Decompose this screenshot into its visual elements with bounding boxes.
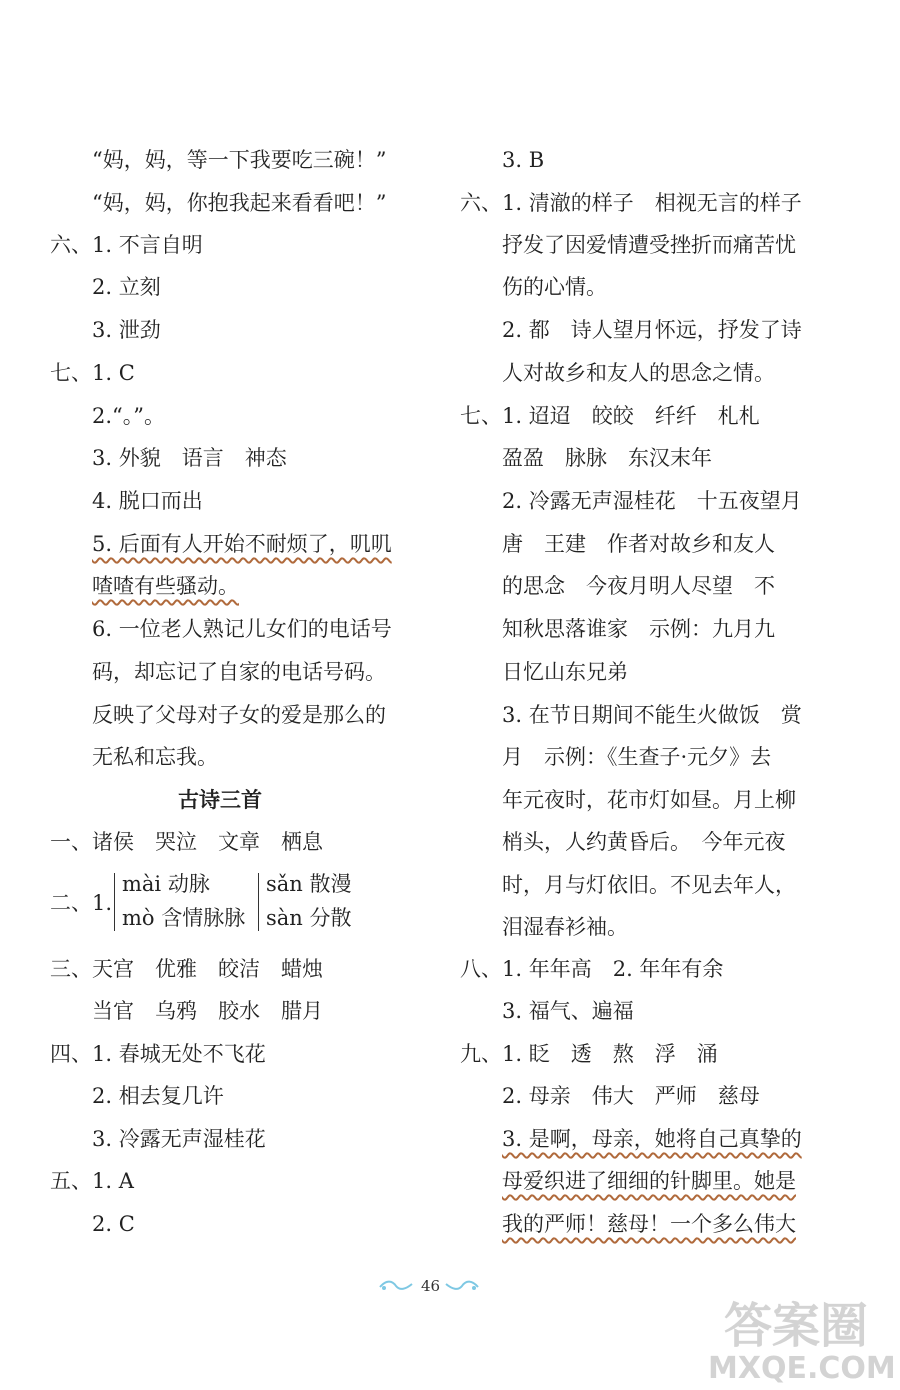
brace-right xyxy=(258,873,265,931)
answer-7-3: 3. 外貌 语言 神态 xyxy=(92,446,287,470)
quote-line-1: “妈，妈，等一下我要吃三碗！” xyxy=(92,148,387,172)
r-answer-7-3-line-2: 月 示例：《生查子·元夕》去 xyxy=(502,745,772,769)
r-answer-7-3-line-6: 泪湿春衫袖。 xyxy=(502,915,628,939)
section-title-poems: 古诗三首 xyxy=(178,788,262,812)
r-answer-7-2-line-1: 2. 冷露无声湿桂花 十五夜望月 xyxy=(502,489,802,513)
poem-answer-1: 一、诸侯 哭泣 文章 栖息 xyxy=(50,830,323,854)
answer-7-4: 4. 脱口而出 xyxy=(92,489,203,513)
poem-answer-4-3: 3. 冷露无声湿桂花 xyxy=(92,1127,266,1151)
r-answer-7-2-line-5: 日忆山东兄弟 xyxy=(502,660,628,684)
answer-7-6-line-2: 码，却忘记了自家的电话号码。 xyxy=(92,660,386,684)
r-answer-7-2-line-3: 的思念 今夜月明人尽望 不 xyxy=(502,574,775,598)
brace-left xyxy=(114,873,121,931)
pinyin-mo: mò 含情脉脉 xyxy=(122,906,246,930)
answer-7-1: 七、1. C xyxy=(50,361,135,385)
r-answer-9-1: 九、1. 眨 透 熬 浮 涌 xyxy=(460,1042,718,1066)
watermark-logo: 答案圈 xyxy=(724,1298,869,1354)
r-answer-9-3-line-3: 我的严师！慈母！一个多么伟大 xyxy=(502,1212,796,1236)
answer-7-6-line-1: 6. 一位老人熟记儿女们的电话号 xyxy=(92,617,392,641)
answer-7-6-line-4: 无私和忘我。 xyxy=(92,745,218,769)
r-answer-8-3: 3. 福气、遍福 xyxy=(502,999,634,1023)
answer-7-6-line-3: 反映了父母对子女的爱是那么的 xyxy=(92,703,386,727)
answer-7-5-line-1: 5. 后面有人开始不耐烦了，叽叽 xyxy=(92,532,392,556)
r-answer-3b: 3. B xyxy=(502,148,545,172)
left-wave-ornament-icon xyxy=(378,1278,414,1292)
r-answer-7-3-line-5: 时，月与灯依旧。不见去年人， xyxy=(502,873,796,897)
r-answer-7-3-line-4: 梢头，人约黄昏后。 今年元夜 xyxy=(502,830,786,854)
answer-6-1: 六、1. 不言自明 xyxy=(50,233,203,257)
r-answer-7-1-line-1: 七、1. 迢迢 皎皎 纤纤 札札 xyxy=(460,404,760,428)
r-answer-9-2: 2. 母亲 伟大 严师 慈母 xyxy=(502,1084,760,1108)
answer-7-2: 2.“。”。 xyxy=(92,404,166,428)
pinyin-mai: mài 动脉 xyxy=(122,872,210,896)
r-answer-6-1-line-1: 六、1. 清澈的样子 相视无言的样子 xyxy=(460,191,802,215)
pinyin-san4: sàn 分散 xyxy=(266,906,352,930)
r-answer-9-3-line-1: 3. 是啊，母亲，她将自己真挚的 xyxy=(502,1127,802,1151)
r-answer-7-2-line-2: 唐 王建 作者对故乡和友人 xyxy=(502,532,775,556)
right-wave-ornament-icon xyxy=(444,1278,480,1292)
r-answer-6-2-line-2: 人对故乡和友人的思念之情。 xyxy=(502,361,775,385)
r-answer-7-3-line-3: 年元夜时，花市灯如昼。月上柳 xyxy=(502,788,796,812)
r-answer-6-1-line-2: 抒发了因爱情遭受挫折而痛苦忧 xyxy=(502,233,796,257)
answer-6-3: 3. 泄劲 xyxy=(92,318,161,342)
r-answer-6-2-line-1: 2. 都 诗人望月怀远，抒发了诗 xyxy=(502,318,802,342)
answer-7-5-line-2: 喳喳有些骚动。 xyxy=(92,574,239,598)
poem-answer-4-2: 2. 相去复几许 xyxy=(92,1084,224,1108)
r-answer-8-1: 八、1. 年年高 2. 年年有余 xyxy=(460,957,724,981)
r-answer-7-3-line-1: 3. 在节日期间不能生火做饭 赏 xyxy=(502,703,802,727)
poem-answer-5-1: 五、1. A xyxy=(50,1169,134,1193)
r-answer-9-3-line-2: 母爱织进了细细的针脚里。她是 xyxy=(502,1169,796,1193)
quote-line-2: “妈，妈，你抱我起来看看吧！” xyxy=(92,191,387,215)
poem-answer-5-2: 2. C xyxy=(92,1212,135,1236)
poem-answer-4-1: 四、1. 春城无处不飞花 xyxy=(50,1042,266,1066)
poem-answer-3-line-2: 当官 乌鸦 胶水 腊月 xyxy=(92,999,323,1023)
r-answer-7-1-line-2: 盈盈 脉脉 东汉末年 xyxy=(502,446,712,470)
poem-answer-3-line-1: 三、天宫 优雅 皎洁 蜡烛 xyxy=(50,957,323,981)
r-answer-7-2-line-4: 知秋思落谁家 示例：九月九 xyxy=(502,617,775,641)
watermark-url: MXQE.COM xyxy=(708,1351,896,1386)
pinyin-san3: sǎn 散漫 xyxy=(266,872,352,896)
page-number: 46 xyxy=(421,1277,441,1295)
poem-answer-2-prefix: 二、1. xyxy=(50,891,113,915)
r-answer-6-1-line-3: 伤的心情。 xyxy=(502,275,607,299)
answer-6-2: 2. 立刻 xyxy=(92,275,161,299)
